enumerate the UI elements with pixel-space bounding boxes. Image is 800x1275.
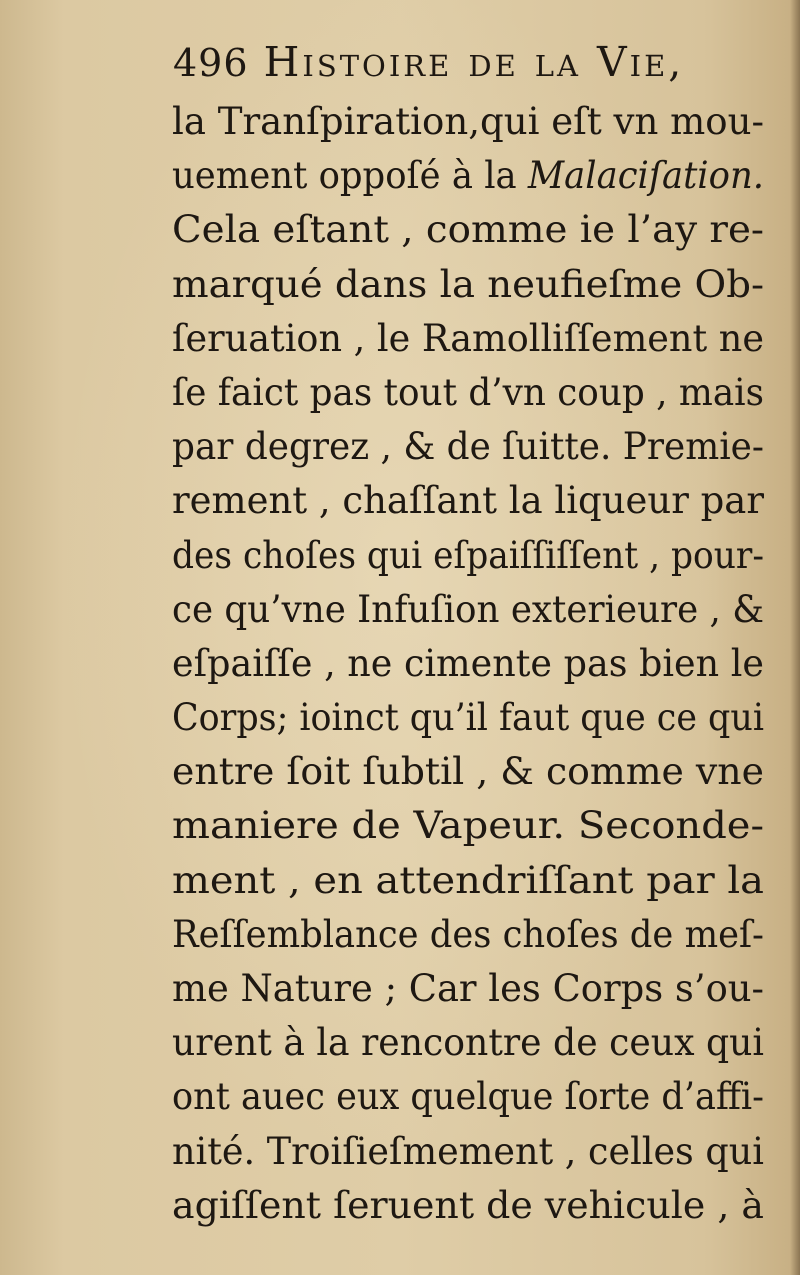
- text-line: entre ſoit ſubtil , & comme vne: [172, 750, 764, 794]
- page-edge-shadow: [790, 0, 800, 1275]
- text-line: Reſſemblance des choſes de meſ-: [172, 912, 764, 956]
- text-line: ce qu’vne Infuſion exterieure , &: [172, 587, 764, 631]
- text-line: ſeruation , le Ramolliſſement ne: [172, 316, 764, 360]
- running-title: Histoire de la Vie,: [263, 38, 685, 86]
- text-line: ſe faict pas tout d’vn coup , mais: [172, 370, 764, 414]
- text-line: marqué dans la neufieſme Ob-: [172, 262, 764, 306]
- text-line: par degrez , & de ſuitte. Premie-: [172, 425, 764, 469]
- text-line: rement , chaſſant la liqueur par: [172, 479, 764, 523]
- page-number: 496: [173, 41, 249, 85]
- text-line: eſpaiſſe , ne cimente pas bien le: [172, 641, 764, 685]
- text-line: Corps; ioinct qu’il faut que ce qui: [172, 696, 764, 740]
- text-line: ment , en attendriſſant par la: [172, 858, 764, 902]
- italic-term: Malaciſation.: [527, 154, 764, 198]
- text-line: des choſes qui eſpaiſſiſſent , pour-: [172, 533, 764, 577]
- text-line: Cela eſtant , comme ie l’ay re-: [172, 208, 764, 252]
- text-line: la Tranſpiration,qui eſt vn mou-: [172, 100, 764, 143]
- text-line: maniere de Vapeur. Seconde-: [172, 804, 764, 848]
- running-head: [173, 38, 773, 96]
- text-line: agiſſent ſeruent de vehicule , à: [172, 1183, 764, 1227]
- body-text: [172, 95, 764, 1233]
- text-line: ont auec eux quelque ſorte d’affi-: [172, 1075, 764, 1119]
- text-line: me Nature ; Car les Corps s’ou-: [172, 967, 764, 1010]
- text-line: urent à la rencontre de ceux qui: [172, 1021, 764, 1065]
- text-line: nité. Troiſieſmement , celles qui: [172, 1129, 764, 1173]
- text-line: uement oppoſé à la Malaciſation.: [172, 154, 764, 198]
